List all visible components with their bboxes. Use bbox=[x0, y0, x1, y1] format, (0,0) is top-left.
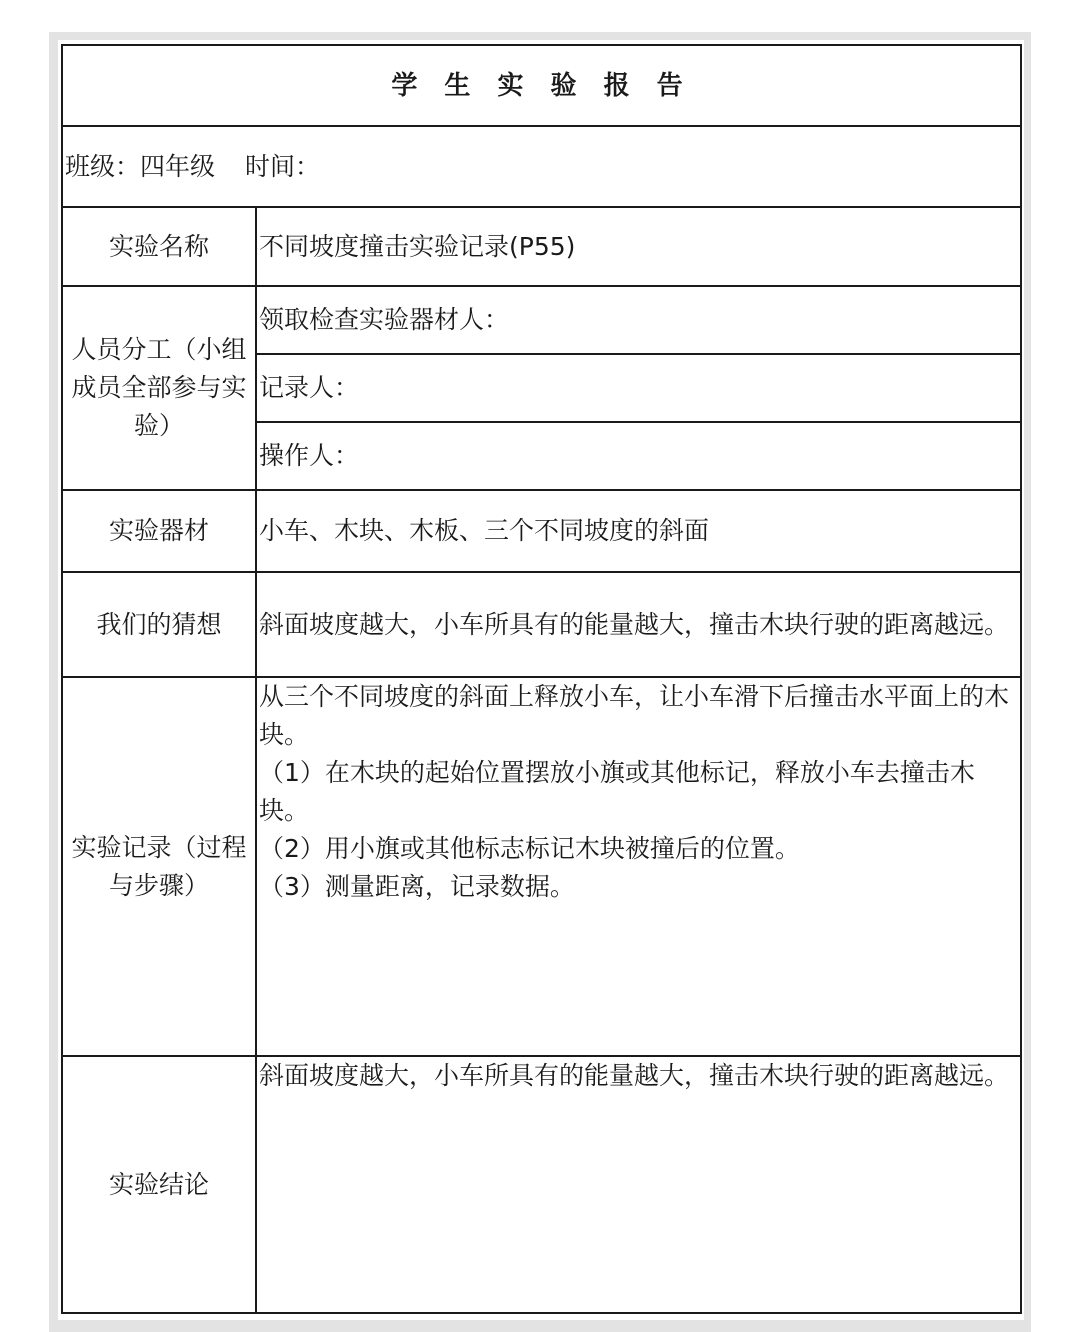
record-value bbox=[256, 677, 1021, 1056]
experiment-name-row bbox=[62, 207, 1021, 286]
info-row bbox=[62, 126, 1021, 207]
record-row bbox=[62, 677, 1021, 1056]
info-cell bbox=[62, 126, 1021, 207]
experiment-name-label: 实验名称 bbox=[62, 207, 256, 286]
time-label: 时间： bbox=[245, 151, 321, 181]
role-recorder: 记录人： bbox=[256, 354, 1021, 422]
record-paragraph: 从三个不同坡度的斜面上释放小车，让小车滑下后撞击水平面上的木块。 bbox=[259, 682, 1010, 749]
record-step-2: （2）用小旗或其他标志标记木块被撞后的位置。 bbox=[259, 834, 800, 863]
roles-row bbox=[62, 286, 1021, 354]
record-step-3: （3）测量距离，记录数据。 bbox=[259, 872, 575, 901]
role-equipment-checker: 领取检查实验器材人： bbox=[256, 286, 1021, 354]
class-label: 班级：四年级 bbox=[65, 151, 216, 181]
report-title: 学 生 实 验 报 告 bbox=[62, 45, 1021, 126]
conclusion-label: 实验结论 bbox=[62, 1056, 256, 1313]
hypothesis-row bbox=[62, 572, 1021, 677]
experiment-report-table bbox=[61, 44, 1022, 1314]
roles-label: 人员分工（小组成员全部参与实验） bbox=[62, 286, 256, 490]
record-label: 实验记录（过程与步骤） bbox=[62, 677, 256, 1056]
materials-row bbox=[62, 490, 1021, 572]
conclusion-row bbox=[62, 1056, 1021, 1313]
experiment-name-value: 不同坡度撞击实验记录(P55) bbox=[256, 207, 1021, 286]
hypothesis-label: 我们的猜想 bbox=[62, 572, 256, 677]
conclusion-value: 斜面坡度越大，小车所具有的能量越大，撞击木块行驶的距离越远。 bbox=[256, 1056, 1021, 1313]
title-row bbox=[62, 45, 1021, 126]
role-operator: 操作人： bbox=[256, 422, 1021, 490]
materials-value: 小车、木块、木板、三个不同坡度的斜面 bbox=[256, 490, 1021, 572]
hypothesis-value: 斜面坡度越大，小车所具有的能量越大，撞击木块行驶的距离越远。 bbox=[256, 572, 1021, 677]
record-step-1: （1）在木块的起始位置摆放小旗或其他标记，释放小车去撞击木块。 bbox=[259, 758, 975, 825]
materials-label: 实验器材 bbox=[62, 490, 256, 572]
